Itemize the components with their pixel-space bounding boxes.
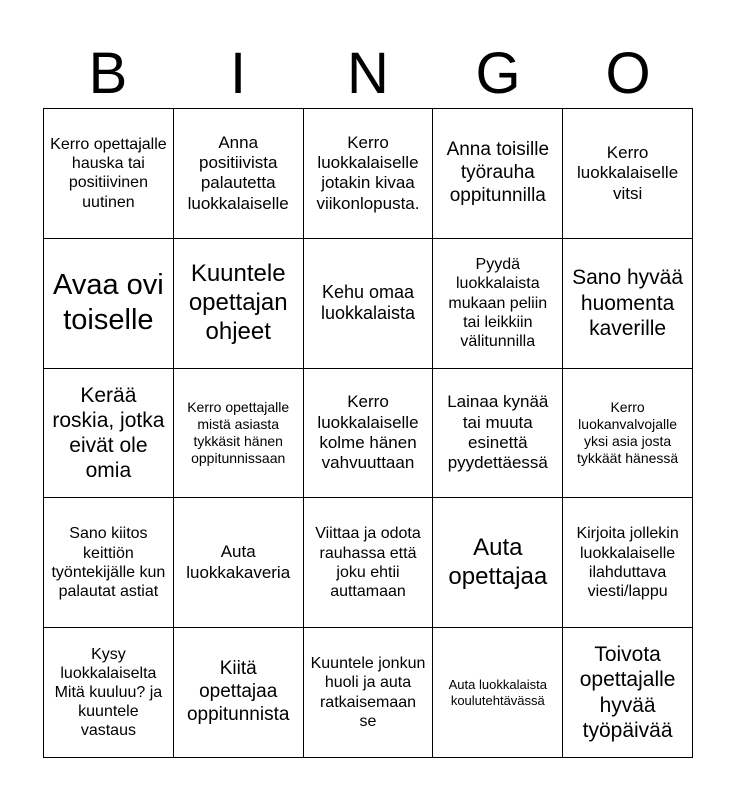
- bingo-cell[interactable]: Kuuntele jonkun huoli ja auta ratkaisemaan se: [304, 628, 434, 758]
- bingo-cell[interactable]: Auta opettajaa: [433, 498, 563, 628]
- header-letter-o: O: [605, 41, 651, 106]
- bingo-cell[interactable]: Kerro opettajalle mistä asiasta tykkäsit hänen oppitunnissaan: [174, 369, 304, 499]
- bingo-cell[interactable]: Kehu omaa luokkalaista: [304, 239, 434, 369]
- bingo-cell[interactable]: Kerro luokanvalvojalle yksi asia josta tykkäät hänessä: [563, 369, 693, 499]
- bingo-cell[interactable]: Auta luokkalaista koulutehtävässä: [433, 628, 563, 758]
- bingo-cell[interactable]: Kerro luokkalaiselle jotakin kivaa viikonlopusta.: [304, 109, 434, 239]
- bingo-cell[interactable]: Pyydä luokkalaista mukaan peliin tai leikkiin välitunnilla: [433, 239, 563, 369]
- bingo-header: [43, 38, 693, 110]
- bingo-cell[interactable]: Kirjoita jollekin luokkalaiselle ilahduttava viesti/lappu: [563, 498, 693, 628]
- bingo-cell[interactable]: Anna toisille työrauha oppitunnilla: [433, 109, 563, 239]
- bingo-cell[interactable]: Anna positiivista palautetta luokkalaiselle: [174, 109, 304, 239]
- bingo-cell[interactable]: Sano hyvää huomenta kaverille: [563, 239, 693, 369]
- bingo-cell[interactable]: Lainaa kynää tai muuta esinettä pyydettäessä: [433, 369, 563, 499]
- bingo-cell[interactable]: Auta luokkakaveria: [174, 498, 304, 628]
- bingo-cell[interactable]: Kerro opettajalle hauska tai positiivinen uutinen: [44, 109, 174, 239]
- bingo-cell[interactable]: Kerää roskia, jotka eivät ole omia: [44, 369, 174, 499]
- bingo-cell[interactable]: Sano kiitos keittiön työntekijälle kun palautat astiat: [44, 498, 174, 628]
- bingo-cell[interactable]: Avaa ovi toiselle: [44, 239, 174, 369]
- bingo-board: [43, 108, 693, 758]
- bingo-cell[interactable]: Kerro luokkalaiselle vitsi: [563, 109, 693, 239]
- header-letter-b: B: [88, 41, 128, 106]
- bingo-cell[interactable]: Kysy luokkalaiselta Mitä kuuluu? ja kuuntele vastaus: [44, 628, 174, 758]
- header-letter-g: G: [475, 41, 521, 106]
- bingo-cell[interactable]: Kuuntele opettajan ohjeet: [174, 239, 304, 369]
- bingo-cell[interactable]: Toivota opettajalle hyvää työpäivää: [563, 628, 693, 758]
- header-letter-i: I: [229, 41, 247, 106]
- bingo-cell[interactable]: Kerro luokkalaiselle kolme hänen vahvuuttaan: [304, 369, 434, 499]
- bingo-cell[interactable]: Kiitä opettajaa oppitunnista: [174, 628, 304, 758]
- bingo-cell[interactable]: Viittaa ja odota rauhassa että joku ehtii auttamaan: [304, 498, 434, 628]
- header-letter-n: N: [347, 41, 389, 106]
